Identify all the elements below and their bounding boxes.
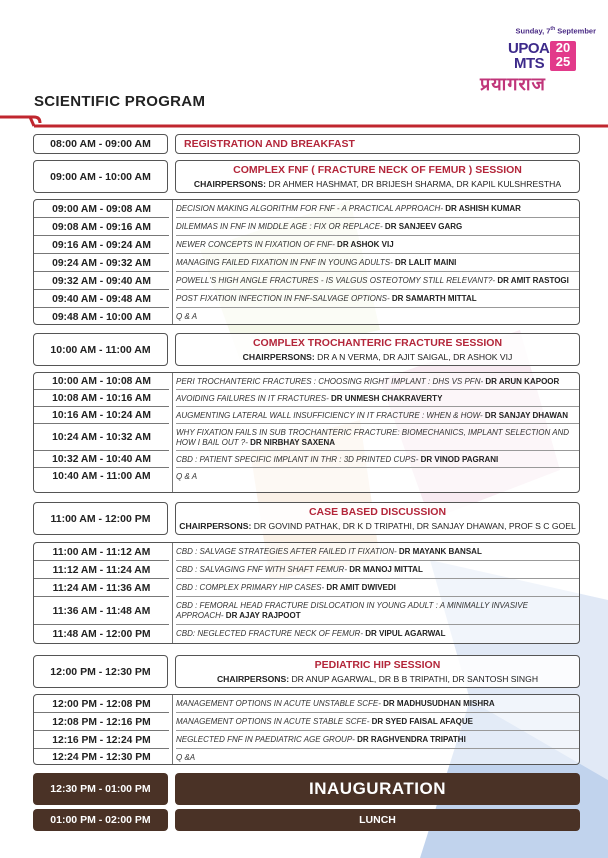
talk-time: 12:16 PM - 12:24 PM [52,734,151,746]
talk-topic: MANAGING FAILED FIXATION IN FNF IN YOUNG ADULTS- DR LALIT MAINI [176,258,457,267]
talk-topic: WHY FIXATION FAILS IN SUB TROCHANTERIC FRACTURE: BIOMECHANICS, IMPLANT SELECTION AND HOW I BAIL OUT ?- DR NIRBHAY SAXENA [176,427,570,447]
session-chairs: CHAIRPERSONS: DR AHMER HASHMAT, DR BRIJESH SHARMA, DR KAPIL KULSHRESTHA [193,179,562,189]
talk-topic: Q &A [176,752,196,762]
inauguration-label: INAUGURATION [309,779,446,798]
talk-time: 10:08 AM - 10:16 AM [52,393,151,404]
talk-speaker: DR AMIT RASTOGI [495,276,569,285]
talk-time: 12:08 PM - 12:16 PM [52,716,151,728]
talk-time: 11:12 AM - 11:24 AM [52,564,151,576]
title-underline [0,111,608,131]
logo-year: 20 25 [550,41,576,71]
talk-speaker: DR AMIT DWIVEDI [324,583,396,592]
talk-speaker: DR VIPUL AGARWAL [362,629,446,638]
upoa-mts-logo [480,40,600,96]
talk-row [34,272,579,290]
session-chairs: CHAIRPERSONS: DR ANUP AGARWAL, DR B B TRIPATHI, DR SANTOSH SINGH [216,674,539,684]
talk-row [34,749,579,766]
talk-speaker: DR MANOJ MITTAL [346,565,423,574]
talk-speaker: DR ASHOK VIJ [334,240,394,249]
session-4-header [175,655,580,688]
talk-speaker: DR SANJEEV GARG [382,222,463,231]
talk-time: 09:00 AM - 09:08 AM [52,203,151,215]
talk-topic: NEWER CONCEPTS IN FIXATION OF FNF- DR ASHOK VIJ [176,240,394,249]
talk-row [34,254,579,272]
talk-row [34,424,579,451]
talk-time: 10:24 AM - 10:32 AM [52,432,151,443]
session-chairs: CHAIRPERSONS: DR A N VERMA, DR AJIT SAIGAL, DR ASHOK VIJ [242,352,513,362]
talk-topic: Q & A [176,471,198,481]
talk-topic: POST FIXATION INFECTION IN FNF-SALVAGE OPTIONS- DR SAMARTH MITTAL [176,294,477,303]
talk-time: 10:00 AM - 10:08 AM [52,376,151,387]
talk-row [34,290,579,308]
talk-speaker: DR MADHUSUDHAN MISHRA [380,699,495,708]
session-title: CASE BASED DISCUSSION [308,506,447,518]
inauguration-time: 12:30 PM - 01:00 PM [33,773,168,805]
talk-time: 11:00 AM - 11:12 AM [52,546,151,558]
talk-time: 10:16 AM - 10:24 AM [52,410,151,421]
registration-label: REGISTRATION AND BREAKFAST [184,138,355,150]
talk-speaker: DR NIRBHAY SAXENA [247,437,336,447]
talk-topic: DILEMMAS IN FNF IN MIDDLE AGE : FIX OR REPLACE- DR SANJEEV GARG [176,222,463,231]
inauguration-box [175,773,580,805]
talk-row [34,625,579,643]
talk-time: 10:32 AM - 10:40 AM [52,454,151,465]
page-title: SCIENTIFIC PROGRAM [34,93,206,110]
talk-topic: DECISION MAKING ALGORITHM FOR FNF - A PRACTICAL APPROACH- DR ASHISH KUMAR [176,204,521,213]
talk-row [34,561,579,579]
talk-row [34,373,579,390]
session-title: COMPLEX TROCHANTERIC FRACTURE SESSION [252,337,503,349]
lunch-box [175,809,580,831]
talk-time: 12:24 PM - 12:30 PM [52,752,151,763]
talk-topic: NEGLECTED FNF IN PAEDIATRIC AGE GROUP- DR RAGHVENDRA TRIPATHI [176,735,466,744]
registration-time: 08:00 AM - 09:00 AM [33,134,168,154]
talk-topic: CBD : COMPLEX PRIMARY HIP CASES- DR AMIT DWIVEDI [176,583,396,592]
talk-time: 11:24 AM - 11:36 AM [52,582,151,594]
talk-speaker: DR SAMARTH MITTAL [389,294,477,303]
session-1-time: 09:00 AM - 10:00 AM [33,160,168,193]
talk-row [34,731,579,749]
logo-upoa: UPOA [508,40,550,57]
talk-speaker: DR LALIT MAINI [392,258,457,267]
talk-time: 12:00 PM - 12:08 PM [52,698,151,710]
session-title: PEDIATRIC HIP SESSION [314,659,441,671]
talk-time: 11:36 AM - 11:48 AM [52,605,151,617]
logo-prayagraj: प्रयागराज [480,74,546,95]
talk-speaker: DR RAGHVENDRA TRIPATHI [354,735,466,744]
talk-row [34,218,579,236]
talk-speaker: DR SYED FAISAL AFAQUE [369,717,473,726]
talk-speaker: DR ASHISH KUMAR [443,204,521,213]
talk-row [34,200,579,218]
session-4-talks [33,694,580,765]
session-2-header [175,333,580,366]
session-title: COMPLEX FNF ( FRACTURE NECK OF FEMUR ) SESSION [233,164,522,176]
lunch-time: 01:00 PM - 02:00 PM [33,809,168,831]
session-4-time: 12:00 PM - 12:30 PM [33,655,168,688]
talk-time: 09:32 AM - 09:40 AM [52,275,151,287]
talk-topic: MANAGEMENT OPTIONS IN ACUTE STABLE SCFE- DR SYED FAISAL AFAQUE [176,717,473,726]
talk-time: 10:40 AM - 11:00 AM [52,471,151,482]
talk-row [34,579,579,597]
event-date: Sunday, 7th September [515,26,596,36]
talk-topic: AVOIDING FAILURES IN IT FRACTURES- DR UNMESH CHAKRAVERTY [176,393,443,403]
talk-row [34,713,579,731]
talk-topic: AUGMENTING LATERAL WALL INSUFFICIENCY IN IT FRACTURE : WHEN & HOW- DR SANJAY DHAWAN [176,410,569,420]
talk-speaker: DR ARUN KAPOOR [483,376,560,386]
talk-time: 09:24 AM - 09:32 AM [52,257,151,269]
talk-topic: CBD : PATIENT SPECIFIC IMPLANT IN THR : 3D PRINTED CUPS- DR VINOD PAGRANI [176,454,499,464]
talk-topic: CBD: NEGLECTED FRACTURE NECK OF FEMUR- DR VIPUL AGARWAL [176,629,446,638]
talk-time: 09:16 AM - 09:24 AM [52,239,151,251]
talk-speaker: DR UNMESH CHAKRAVERTY [328,393,443,403]
talk-time: 09:40 AM - 09:48 AM [52,293,151,305]
talk-row [34,236,579,254]
talk-topic: POWELL'S HIGH ANGLE FRACTURES - IS VALGUS OSTEOTOMY STILL RELEVANT?- DR AMIT RASTOGI [176,276,569,285]
session-1-header [175,160,580,193]
session-2-talks [33,372,580,493]
talk-row [34,390,579,407]
talk-topic: CBD : SALVAGE STRATEGIES AFTER FAILED IT FIXATION- DR MAYANK BANSAL [176,547,482,556]
session-3-time: 11:00 AM - 12:00 PM [33,502,168,535]
talk-topic: CBD : SALVAGING FNF WITH SHAFT FEMUR- DR MANOJ MITTAL [176,565,423,574]
talk-topic: CBD : FEMORAL HEAD FRACTURE DISLOCATION IN YOUNG ADULT : A MINIMALLY INVASIVE APPROACH- DR AJAY RAJPOOT [176,601,528,620]
lunch-label: LUNCH [359,814,396,826]
session-3-header [175,502,580,535]
registration-box [175,134,580,154]
talk-row [34,695,579,713]
talk-time: 09:08 AM - 09:16 AM [52,221,151,233]
talk-row [34,308,579,326]
talk-time: 11:48 AM - 12:00 PM [52,628,151,640]
talk-row [34,468,579,485]
session-1-talks [33,199,580,325]
talk-row [34,451,579,468]
talk-time: 09:48 AM - 10:00 AM [52,311,151,323]
talk-row [34,597,579,625]
session-3-talks [33,542,580,644]
talk-speaker: DR VINOD PAGRANI [418,454,499,464]
talk-speaker: DR MAYANK BANSAL [396,547,482,556]
logo-mts: MTS [514,55,545,72]
talk-topic: MANAGEMENT OPTIONS IN ACUTE UNSTABLE SCFE- DR MADHUSUDHAN MISHRA [176,699,495,708]
talk-speaker: DR AJAY RAJPOOT [223,611,301,620]
talk-speaker: DR SANJAY DHAWAN [482,410,569,420]
talk-topic: Q & A [176,312,198,321]
talk-topic: PERI TROCHANTERIC FRACTURES : CHOOSING RIGHT IMPLANT : DHS VS PFN- DR ARUN KAPOOR [176,376,560,386]
talk-row [34,407,579,424]
talk-row [34,543,579,561]
session-chairs: CHAIRPERSONS: DR GOVIND PATHAK, DR K D TRIPATHI, DR SANJAY DHAWAN, PROF S C GOEL [179,521,576,531]
session-2-time: 10:00 AM - 11:00 AM [33,333,168,366]
